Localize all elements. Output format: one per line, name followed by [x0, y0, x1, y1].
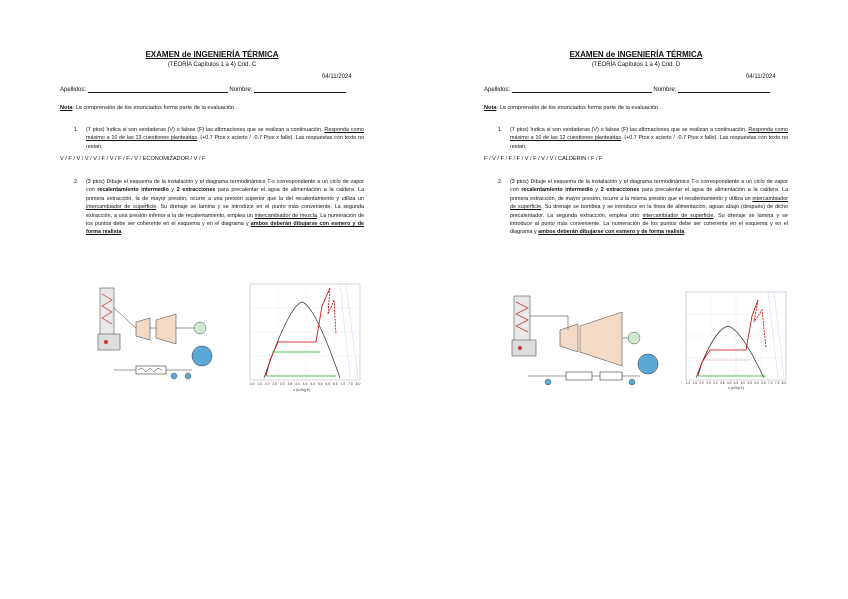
- name-fields: [60, 86, 346, 93]
- lp-turbine: [156, 314, 176, 344]
- note: [484, 105, 660, 111]
- underlined-part: intercambiador de superficie: [510, 195, 788, 211]
- tick-label: 4.0: [295, 382, 300, 386]
- text-part: . Su drenaje se bombea y se introduce en la línea de alimentación, aguas abajo (después) de dicho precalentador. La segunda extracción, emplea otro: [510, 204, 788, 219]
- tick-label: 5.0: [740, 381, 746, 385]
- axis-label: s (kJ/kg K): [293, 388, 311, 392]
- pump: [629, 379, 635, 385]
- lp-turbine: [580, 312, 622, 366]
- axis-label: s (kJ/kg K): [727, 386, 745, 390]
- condenser: [638, 354, 658, 374]
- bold-part: recalentamiento intermedio: [521, 187, 593, 194]
- note-label: Nota: [60, 105, 73, 111]
- tick-label: 1.0: [249, 382, 255, 386]
- tick-label: 2.5: [706, 381, 711, 385]
- question-underlined: Responda como máximo a 10 de las 12 cuestiones planteadas: [510, 127, 788, 142]
- tick-label: 2.0: [699, 381, 704, 385]
- hp-turbine: [560, 324, 578, 352]
- question-tail: . (+0.7 Ptos x acierto / -0.7 Ptos x fallo). Las respuestas con texto no restan.: [510, 135, 788, 150]
- text-part: .: [121, 229, 123, 236]
- text-part: . La numeración de los puntos debe ser coherente en el esquema y en el diagrama y: [86, 212, 364, 228]
- tick-label: 6.5: [332, 382, 338, 386]
- installation-schematic: [508, 290, 684, 390]
- tick-label: 3.0: [713, 381, 718, 385]
- heater: [600, 372, 622, 380]
- boiler: [100, 288, 114, 338]
- text-part: y: [168, 187, 177, 194]
- text-part: . Su drenaje se lamina y se introduce en el punto más conveniente. La segunda extracción, a una presión inferior a la de recalentamiento, emplea un: [86, 204, 364, 219]
- text-part: . Su drenaje se lamina y se introduce al punto más conveniente. La numeración de los puntos debe ser coherente en el esquema y en el diagrama y: [510, 212, 789, 236]
- pump: [171, 373, 177, 379]
- note-text: : La comprensión de los enunciados forma parte de la evaluación.: [72, 105, 236, 111]
- apellidos-line: [512, 86, 652, 93]
- exam-page-d: [424, 0, 848, 599]
- text-part: .: [684, 229, 686, 236]
- tick-label: 7.5: [774, 381, 780, 385]
- text-part: para precalentar el agua de alimentación a la caldera. La primera extracción, de mayor presión, ocurre a la misma presión que el recalentamiento y utiliza un: [510, 187, 788, 202]
- tick-label: 4.5: [302, 382, 308, 386]
- answer-key: F / V / F / F / F / V / F / V / V / CALDERIN / F / F: [484, 156, 603, 162]
- exam-subtitle: (TEORÍA Capítulos 1 a 4) Cod. D: [591, 62, 681, 68]
- underlined-part: intercambiador de mezcla: [254, 212, 317, 219]
- apellidos-line: [88, 86, 228, 93]
- tick-label: 6.0: [754, 381, 759, 385]
- bold-underlined-part: ambos deberán dibujarse con esmero y de forma realista: [538, 229, 685, 236]
- exam-date: 04/11/2024: [322, 74, 352, 80]
- question-number: 1.: [498, 127, 503, 133]
- installation-schematic: [92, 278, 222, 388]
- tick-label: 2.5: [272, 382, 278, 386]
- condenser: [192, 346, 212, 366]
- text-part: para precalentar el agua de alimentación a la caldera. La primera extracción, la de mayor presión, ocurre a una presión superior que la del recalentamiento y utiliza un: [86, 187, 364, 202]
- tick-label: 5.5: [747, 381, 752, 385]
- nombre-line: [254, 86, 346, 93]
- ts-diagram: [236, 280, 364, 392]
- question-2: [498, 178, 789, 237]
- pump: [185, 373, 191, 379]
- note: [60, 105, 236, 111]
- exam-title: EXAMEN de INGENIERÍA TÉRMICA: [145, 50, 279, 59]
- tick-label: 1.5: [257, 382, 262, 386]
- generator: [628, 332, 640, 344]
- bold-part: 2 extracciones: [600, 187, 640, 194]
- apellidos-label: Apellidos:: [484, 87, 511, 93]
- nombre-label: Nombre:: [229, 87, 253, 93]
- axis-ticks: [250, 382, 361, 386]
- tick-label: 5.0: [310, 382, 315, 386]
- question-number: 2.: [74, 179, 79, 185]
- tick-label: 8.0: [781, 381, 787, 385]
- underlined-part: intercambiador de superficie: [86, 204, 157, 211]
- tick-label: 1.5: [692, 381, 698, 385]
- question-1: [498, 126, 788, 151]
- tick-label: 6.0: [325, 382, 331, 386]
- underlined-part: intercambiador de superficie: [642, 212, 714, 219]
- tick-label: 3.5: [287, 382, 293, 386]
- tick-label: 7.5: [348, 382, 353, 386]
- question-tail: . (+0.7 Ptos x acierto / -0.7 Ptos x fallo). Las respuestas con texto no restan.: [86, 135, 364, 150]
- tick-label: 3.5: [720, 381, 725, 385]
- question-1: [74, 126, 364, 151]
- tick-label: 6.5: [761, 381, 766, 385]
- tick-label: 7.0: [340, 382, 346, 386]
- question-number: 2.: [498, 179, 503, 185]
- bold-underlined-part: ambos deberán dibujarse con esmero y de forma realista: [86, 221, 364, 236]
- text-part: (3 ptos) Dibuje el esquema de la instalación y el diagrama termodinámico T-s correspondiente a un ciclo de vapor con: [86, 179, 364, 194]
- answer-key: V / F / V / V / V / F / V / F / F / V / ECONOMIZADOR / V / F: [60, 156, 206, 162]
- note-text: : La comprensión de los enunciados forma parte de la evaluación.: [496, 105, 660, 111]
- nombre-line: [678, 86, 770, 93]
- text-part: y: [592, 187, 601, 194]
- question-text: (7 ptos) Indica si son verdaderas (V) o falsas (F) las afirmaciones que se realizan a continuación.: [86, 127, 323, 133]
- tick-label: 8.0: [355, 382, 361, 386]
- tick-label: 1.0: [685, 381, 691, 385]
- name-fields: [484, 86, 770, 93]
- exam-title: EXAMEN de INGENIERÍA TÉRMICA: [569, 50, 703, 59]
- exam-date: 04/11/2024: [746, 74, 776, 80]
- exam-subtitle: (TEORÍA Capítulos 1 a 4) Cod. C: [167, 62, 257, 68]
- question-number: 1.: [74, 127, 79, 133]
- tick-label: 5.5: [317, 382, 323, 386]
- bold-part: recalentamiento intermedio: [97, 187, 169, 194]
- tick-label: 4.5: [733, 381, 739, 385]
- bold-part: 2 extracciones: [176, 187, 216, 194]
- apellidos-label: Apellidos:: [60, 87, 87, 93]
- nombre-label: Nombre:: [653, 87, 677, 93]
- axis-ticks: [686, 381, 787, 385]
- question-2: [74, 178, 364, 237]
- tick-label: 3.0: [279, 382, 285, 386]
- note-label: Nota: [484, 105, 497, 111]
- text-part: (3 ptos) Dibuje el esquema de la instalación y el diagrama termodinámico T-s correspondiente a un ciclo de vapor con: [510, 179, 788, 194]
- tick-label: 4.0: [726, 381, 732, 385]
- generator: [194, 322, 206, 334]
- ts-diagram: [674, 288, 790, 392]
- tick-label: 2.0: [264, 382, 270, 386]
- pump: [545, 379, 551, 385]
- heater: [566, 372, 592, 380]
- boiler: [514, 296, 530, 346]
- question-underlined: Responda como máximo a 10 de las 13 cuestiones planteadas: [86, 127, 364, 142]
- hp-turbine: [136, 318, 150, 340]
- tick-label: 7.0: [768, 381, 773, 385]
- question-text: (7 ptos) Indica si son verdaderas (V) o falsas (F) las afirmaciones que se realizan a continuación.: [510, 127, 747, 133]
